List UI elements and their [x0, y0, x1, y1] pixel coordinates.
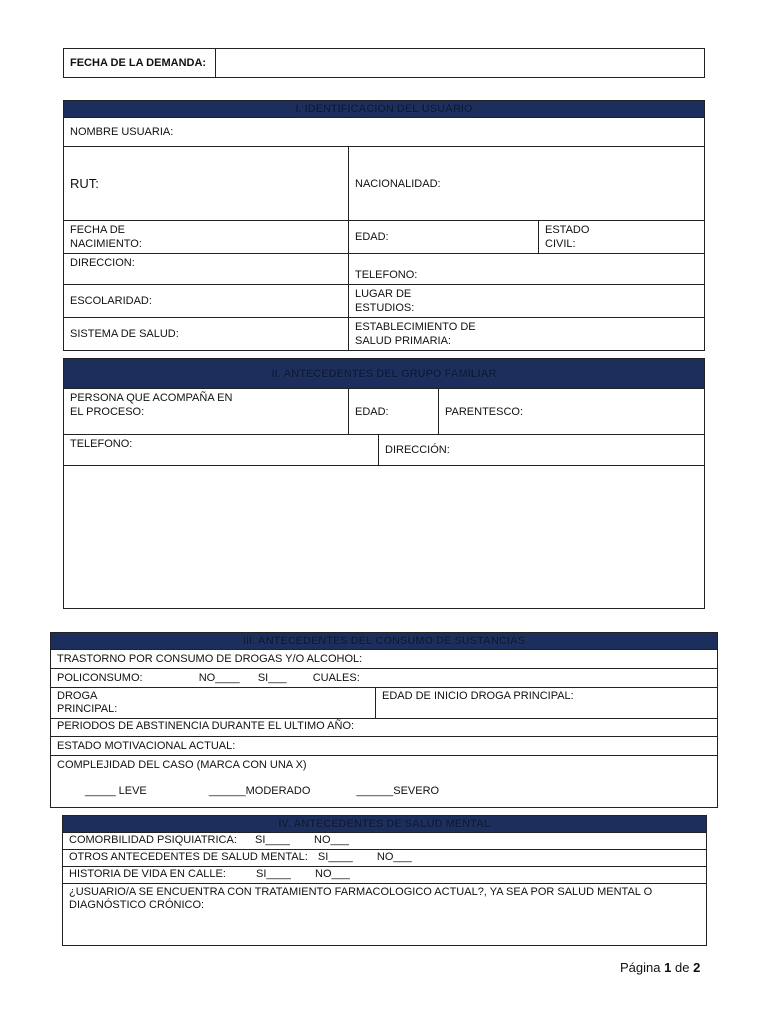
fecha-label: FECHA DE LA DEMANDA:	[64, 49, 216, 78]
section-salud-mental	[62, 815, 707, 946]
footer-of: de	[674, 960, 690, 975]
direccion-familiar-field[interactable]: DIRECCIÓN:	[379, 435, 705, 466]
otros-antecedentes-row[interactable]	[63, 850, 707, 867]
fecha-table	[63, 48, 705, 78]
severo-option[interactable]: ______SEVERO	[356, 785, 440, 797]
section-consumo	[50, 632, 718, 808]
droga-principal-field[interactable]: DROGA PRINCIPAL:	[51, 688, 376, 719]
sistema-salud-field[interactable]: SISTEMA DE SALUD:	[64, 318, 349, 351]
section-i-title: I. IDENTIFICACIÓN DEL USUARIO	[295, 103, 473, 115]
section-title	[64, 359, 705, 389]
complejidad-row	[51, 756, 718, 808]
comorbilidad-label: COMORBILIDAD PSIQUIATRICA:	[69, 834, 237, 846]
cuales-label: CUALES:	[312, 672, 360, 684]
policonsumo-no[interactable]: NO____	[198, 672, 240, 684]
escolaridad-field[interactable]: ESCOLARIDAD:	[64, 285, 349, 318]
page-footer	[620, 960, 700, 975]
complejidad-label: COMPLEJIDAD DEL CASO (MARCA CON UNA X)	[57, 759, 307, 771]
section-identificacion	[63, 100, 705, 351]
lugar-estudios-field[interactable]: LUGAR DE ESTUDIOS:	[349, 285, 705, 318]
section-title	[64, 101, 705, 118]
rut-field[interactable]: RUT:	[64, 147, 349, 221]
telefono-familiar-field[interactable]: TELEFONO:	[64, 435, 379, 466]
fecha-field[interactable]	[216, 49, 705, 78]
edad-familiar-field[interactable]: EDAD:	[349, 389, 439, 435]
otros-antecedentes-label: OTROS ANTECEDENTES DE SALUD MENTAL:	[69, 851, 308, 863]
comorbilidad-row[interactable]	[63, 833, 707, 850]
edad-field[interactable]: EDAD:	[349, 221, 539, 254]
tratamiento-field[interactable]: ¿USUARIO/A SE ENCUENTRA CON TRATAMIENTO FARMACOLOGICO ACTUAL?, YA SEA POR SALUD MENTAL O DIAGNÓSTICO CRÓNICO:	[63, 884, 707, 946]
policonsumo-label: POLICONSUMO:	[57, 672, 143, 684]
direccion-field[interactable]: DIRECCION:	[64, 254, 349, 285]
edad-inicio-field[interactable]: EDAD DE INICIO DROGA PRINCIPAL:	[376, 688, 718, 719]
parentesco-field[interactable]: PARENTESCO:	[439, 389, 705, 435]
footer-prefix: Página	[620, 960, 661, 975]
otros-no[interactable]: NO___	[376, 851, 412, 863]
section-iv-title: IV. ANTECEDENTES DE SALUD MENTAL	[278, 818, 491, 830]
historia-calle-row[interactable]	[63, 867, 707, 884]
section-title	[51, 633, 718, 650]
section-grupo-familiar	[63, 358, 705, 609]
comorbilidad-si[interactable]: SI____	[255, 834, 290, 846]
abstinencia-field[interactable]: PERIODOS DE ABSTINENCIA DURANTE EL ULTIMO AÑO:	[51, 719, 718, 737]
nacionalidad-field[interactable]: NACIONALIDAD:	[349, 147, 705, 221]
footer-total: 2	[693, 960, 701, 975]
moderado-option[interactable]: ______MODERADO	[208, 785, 311, 797]
historia-si[interactable]: SI____	[256, 868, 291, 880]
comorbilidad-no[interactable]: NO___	[314, 834, 349, 846]
persona-acompana-field[interactable]: PERSONA QUE ACOMPAÑA EN EL PROCESO:	[64, 389, 349, 435]
section-title	[63, 816, 707, 833]
estado-civil-field[interactable]: ESTADO CIVIL:	[539, 221, 705, 254]
leve-option[interactable]: _____ LEVE	[85, 785, 147, 797]
policonsumo-row[interactable]	[51, 669, 718, 688]
notas-familiar-area[interactable]	[64, 466, 705, 609]
establecimiento-field[interactable]: ESTABLECIMIENTO DE SALUD PRIMARIA:	[349, 318, 705, 351]
footer-page: 1	[664, 960, 672, 975]
policonsumo-si[interactable]: SI___	[257, 672, 287, 684]
fecha-nacimiento-field[interactable]: FECHA DE NACIMIENTO:	[64, 221, 349, 254]
section-ii-title: II. ANTECEDENTES DEL GRUPO FAMILIAR	[271, 367, 497, 380]
historia-calle-label: HISTORIA DE VIDA EN CALLE:	[69, 868, 226, 880]
otros-si[interactable]: SI____	[317, 851, 353, 863]
historia-no[interactable]: NO___	[315, 868, 350, 880]
section-iii-title: III. ANTECEDENTES DEL CONSUMO DE SUSTANCIAS	[242, 635, 526, 647]
trastorno-field[interactable]: TRASTORNO POR CONSUMO DE DROGAS Y/O ALCOHOL:	[51, 650, 718, 669]
telefono-field[interactable]: TELEFONO:	[349, 254, 705, 285]
motivacional-field[interactable]: ESTADO MOTIVACIONAL ACTUAL:	[51, 737, 718, 756]
nombre-usuaria-field[interactable]: NOMBRE USUARIA:	[64, 118, 705, 147]
